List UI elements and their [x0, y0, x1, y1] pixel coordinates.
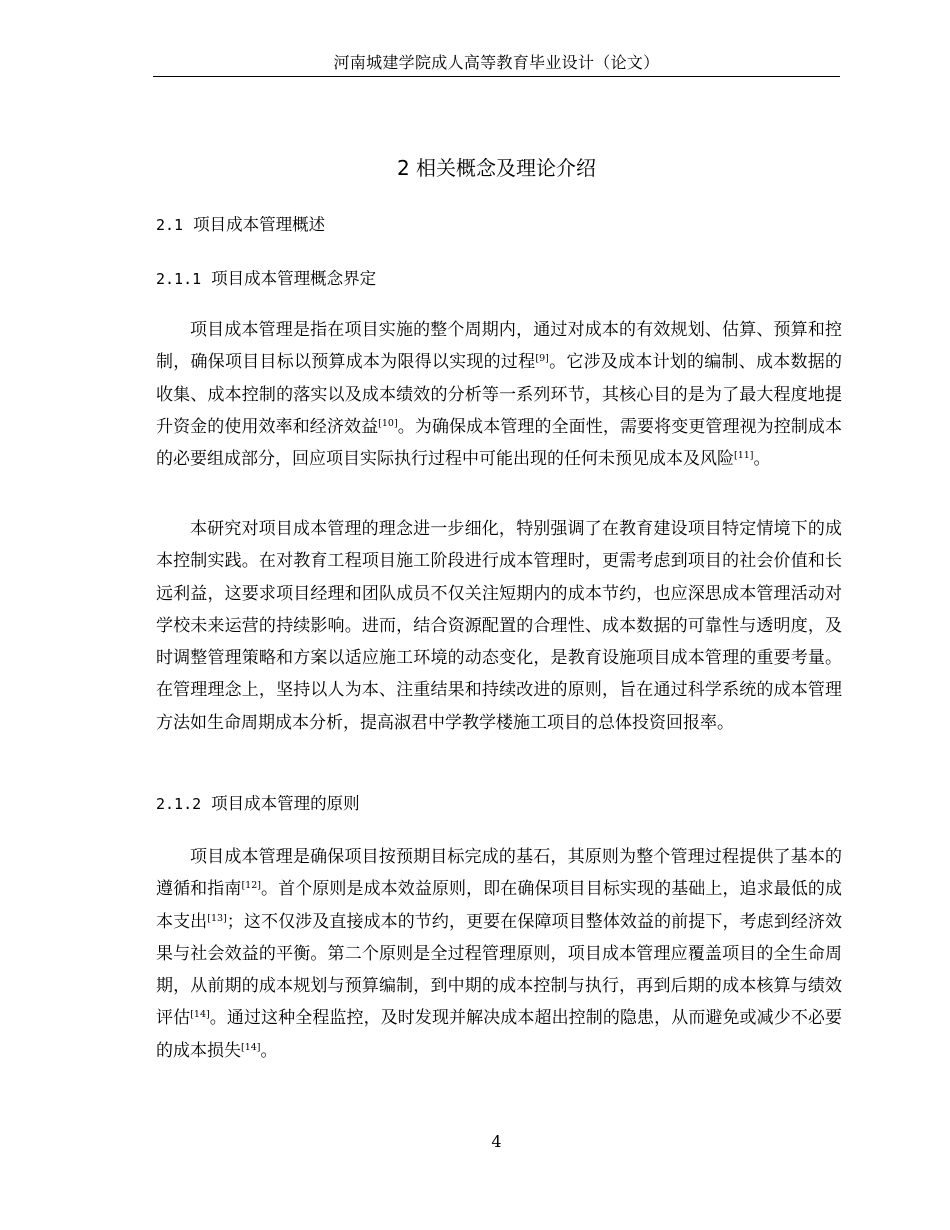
running-header: 河南城建学院成人高等教育毕业设计（论文）: [333, 53, 660, 72]
paragraph-1: [156, 314, 842, 475]
citation-ref: [12]: [241, 880, 261, 892]
chapter-title: 2 相关概念及理论介绍: [396, 156, 597, 180]
paragraph-text: ；这不仅涉及直接成本的节约，更要在保障项目整体效益的前提下，考虑到经济效果与社会效益的平衡。第二个原则是全过程管理原则，项目成本管理应覆盖项目的全生命周期，从前期的成本规划与预算编制，到中期的成本控制与执行，再到后期的成本核算与绩效评估: [156, 911, 843, 1029]
paragraph-3: [156, 841, 842, 1067]
paragraph-text: 本研究对项目成本管理的理念进一步细化，特别强调了在教育建设项目特定情境下的成本控制实践。在对教育工程项目施工阶段进行成本管理时，更需考虑到项目的社会价值和长远利益，这要求项目经理和团队成员不仅关注短期内的成本节约，也应深思成本管理活动对学校未来运营的持续影响。进而，结合资源配置的合理性、成本数据的可靠性与透明度，及时调整管理策略和方案以适应施工环境的动态变化，是教育设施项目成本管理的重要考量。在管理理念上，坚持以人为本、注重结果和持续改进的原则，旨在通过科学系统的成本管理方法如生命周期成本分析，提高淑君中学教学楼施工项目的总体投资回报率。: [156, 519, 842, 733]
section-heading-2-1: [156, 214, 325, 236]
paragraph-text: 项目成本管理是指在项目实施的整个周期内，通过对成本的有效规划、估算、预算和控制，确保项目目标以预算成本为限得以实现的过程: [156, 320, 842, 373]
section-heading-2-1-2: [156, 793, 360, 815]
citation-ref: [11]: [734, 450, 754, 462]
citation-ref: [14]: [241, 1041, 261, 1053]
section-heading-2-1-1: [156, 268, 376, 290]
paragraph-text: 。: [753, 449, 771, 470]
section-number: 2.1.2: [156, 795, 202, 813]
paragraph-text: 。: [260, 1040, 278, 1061]
citation-ref: [9]: [535, 353, 549, 365]
section-title: 项目成本管理的原则: [211, 794, 360, 813]
section-number: 2.1.1: [156, 270, 202, 288]
section-title: 项目成本管理概念界定: [211, 269, 377, 288]
citation-ref: [10]: [378, 417, 398, 429]
citation-ref: [13]: [207, 912, 227, 924]
paragraph-2: [156, 513, 842, 739]
paragraph-text: 。它涉及成本计划的编制、成本数据的收集、成本控制的落实以及成本绩效的分析等一系列环节，其核心目的是为了最大程度地提升资金的使用效率和经济效益: [156, 352, 843, 437]
page-number: 4: [491, 1132, 502, 1151]
citation-ref: [14]: [190, 1009, 210, 1021]
paragraph-text: 项目成本管理是确保项目按预期目标完成的基石，其原则为整个管理过程提供了基本的遵循和指南: [156, 847, 842, 900]
paragraph-text: 。首个原则是成本效益原则，即在确保项目目标实现的基础上，追求最低的成本支出: [156, 879, 843, 932]
section-number: 2.1: [156, 216, 184, 234]
paragraph-text: 。通过这种全程监控，及时发现并解决成本超出控制的隐患，从而避免或减少不必要的成本损失: [156, 1008, 843, 1061]
paragraph-text: 。为确保成本管理的全面性，需要将变更管理视为控制成本的必要组成部分，回应项目实际执行过程中可能出现的任何未预见成本及风险: [156, 416, 843, 470]
section-title: 项目成本管理概述: [193, 215, 326, 234]
header-rule: [153, 76, 840, 77]
